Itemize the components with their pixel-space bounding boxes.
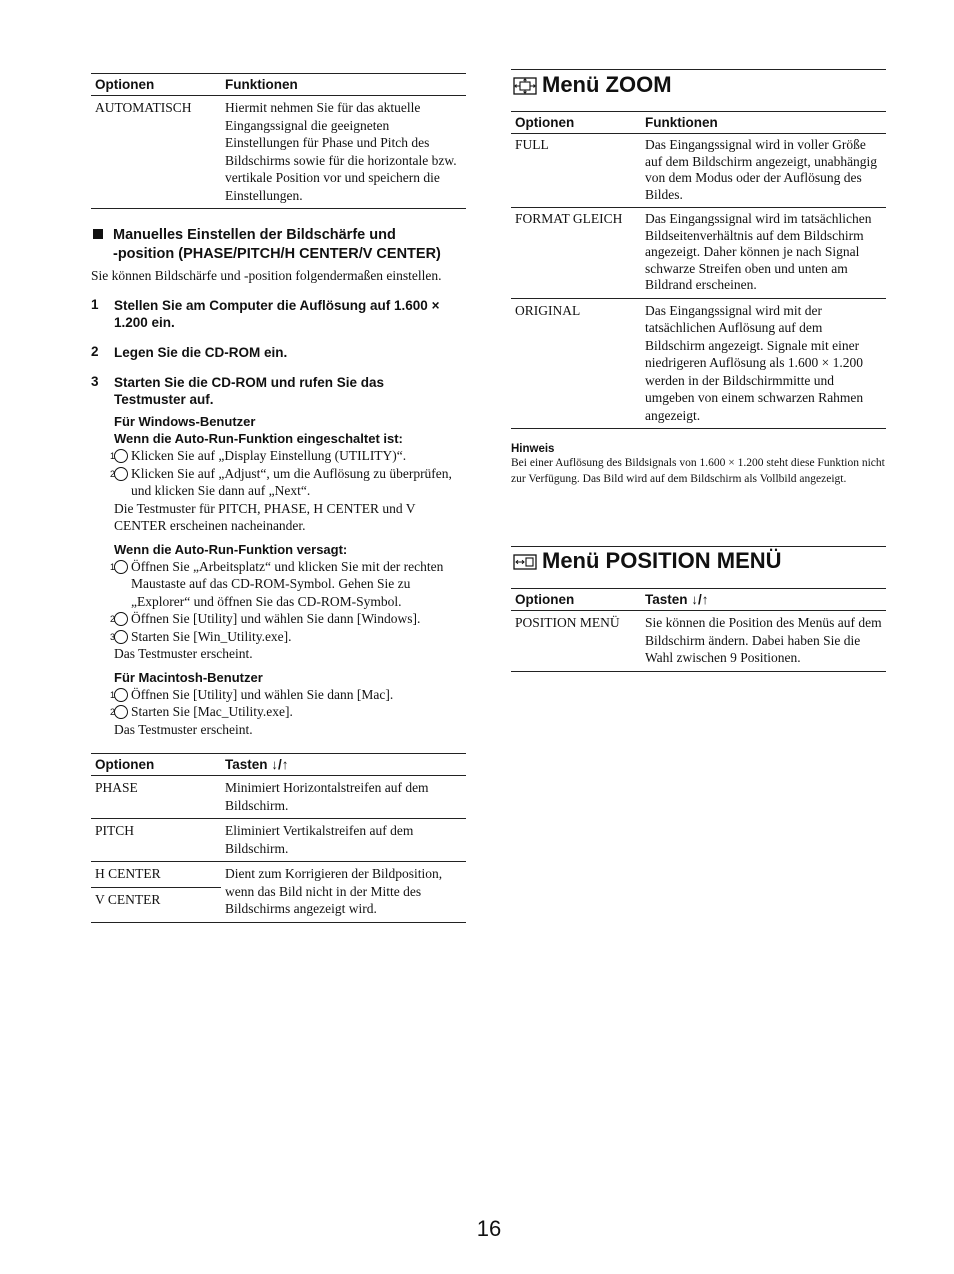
table-row	[91, 96, 466, 209]
divider	[511, 69, 886, 70]
col-header-keys: Tasten ↓/↑	[641, 589, 886, 611]
table-row: ORIGINAL Das Eingangssignal wird mit der tatsächlichen Auflösung auf dem Bildschirm angezeigt. Signale mit einer niedrigeren Auflösung als 1.600 × 1.200 werden in der Bildschirmmitte und umgeben von einem schwarzen Rahmen angezeigt.	[511, 298, 886, 429]
autorun-on-after: Die Testmuster für PITCH, PHASE, H CENTER und V CENTER erscheinen nacheinander.	[114, 500, 416, 533]
manual-heading-line1: Manuelles Einstellen der Bildschärfe und	[113, 227, 396, 243]
autorun-off-after: Das Testmuster erscheint.	[114, 646, 253, 661]
table-phase-pitch	[91, 753, 466, 923]
zoom-note	[511, 443, 886, 487]
step-text: Stellen Sie am Computer die Auflösung auf 1.600 × 1.200 ein.	[114, 298, 440, 330]
mac-after: Das Testmuster erscheint.	[114, 721, 253, 737]
list-item: 1 Öffnen Sie „Arbeitsplatz“ und klicken Sie mit der rechten Maustaste auf das CD-ROM-Symbol. Gehen Sie zu „Explorer“ und öffnen Sie das CD-ROM-Symbol.	[109, 558, 444, 609]
manual-heading-line2: -position (PHASE/PITCH/H CENTER/V CENTER)	[113, 246, 441, 262]
circled-number-icon: 1	[114, 449, 128, 463]
col-header-options: Optionen	[91, 754, 221, 776]
option-description: Hiermit nehmen Sie für das aktuelle Eingangssignal die geeigneten Einstellungen für Phase und Pitch des Bildschirms sowie für die horizontale bzw. vertikale Position vor und speichern die Einstellungen.	[221, 96, 466, 209]
step-number: 1	[91, 297, 99, 312]
step-number: 2	[91, 344, 99, 359]
page-number: 16	[476, 1216, 502, 1241]
col-header-options: Optionen	[91, 74, 221, 96]
col-header-functions: Funktionen	[641, 112, 886, 134]
table-zoom	[511, 111, 886, 429]
autorun-on-title: Wenn die Auto-Run-Funktion eingeschaltet ist:	[114, 431, 403, 446]
list-item: 1 Klicken Sie auf „Display Einstellung (UTILITY)“.	[109, 448, 407, 463]
center-description: Dient zum Korrigieren der Bildposition, wenn das Bild nicht in der Mitte des Bildschirms angezeigt wird.	[221, 862, 466, 923]
col-header-options: Optionen	[511, 589, 641, 611]
h-center-label: H CENTER	[91, 862, 221, 888]
table-row: POSITION MENÜ Sie können die Position des Menüs auf dem Bildschirm ändern. Dabei haben Sie die Wahl zwischen 9 Positionen.	[511, 611, 886, 672]
step-2	[91, 344, 471, 361]
divider	[511, 546, 886, 547]
windows-instructions	[109, 413, 469, 738]
col-header-functions: Funktionen	[221, 74, 466, 96]
mac-title: Für Macintosh-Benutzer	[114, 669, 263, 685]
note-title: Hinweis	[511, 443, 555, 455]
table-automatic	[91, 73, 466, 209]
table-position	[511, 588, 886, 672]
step-1	[91, 297, 471, 331]
zoom-heading: Menü ZOOM	[542, 72, 672, 97]
circled-number-icon: 2	[114, 705, 128, 719]
list-item: 2 Klicken Sie auf „Adjust“, um die Auflösung zu überprüfen, und klicken Sie dann auf „Next“.	[109, 465, 452, 498]
arrow-down-up-icon: ↓/↑	[691, 592, 709, 607]
list-item: 2 Öffnen Sie [Utility] und wählen Sie dann [Windows].	[109, 611, 421, 626]
manual-intro: Sie können Bildschärfe und -position folgendermaßen einstellen.	[91, 268, 442, 283]
arrow-down-up-icon: ↓/↑	[271, 757, 289, 772]
circled-number-icon: 2	[114, 612, 128, 626]
zoom-icon	[513, 77, 537, 95]
table-row: FORMAT GLEICH Das Eingangssignal wird im tatsächlichen Bildseitenverhältnis auf dem Bildschirm angezeigt. Daher können je nach Signal schwarze Streifen oben und unten am Bildrand erscheinen.	[511, 208, 886, 299]
table-row: FULL Das Eingangssignal wird in voller Größe auf dem Bildschirm angezeigt, unabhängig von dem Modus oder der Auflösung des Bildes.	[511, 134, 886, 208]
list-item: 3 Starten Sie [Win_Utility.exe].	[109, 628, 292, 644]
menu-position-icon	[513, 554, 537, 570]
col-header-keys: Tasten ↓/↑	[221, 754, 466, 776]
circled-number-icon: 2	[114, 467, 128, 481]
list-item: 1 Öffnen Sie [Utility] und wählen Sie dann [Mac].	[109, 686, 394, 702]
list-item: 2 Starten Sie [Mac_Utility.exe].	[109, 704, 293, 719]
position-heading: Menü POSITION MENÜ	[542, 548, 782, 573]
autorun-off-title: Wenn die Auto-Run-Funktion versagt:	[114, 541, 348, 557]
step-text: Legen Sie die CD-ROM ein.	[114, 345, 288, 360]
heading-bullet-icon	[93, 229, 103, 239]
table-row: PITCH Eliminiert Vertikalstreifen auf dem Bildschirm.	[91, 819, 466, 862]
option-name: AUTOMATISCH	[91, 96, 221, 209]
step-text: Starten Sie die CD-ROM und rufen Sie das Testmuster auf.	[114, 375, 385, 407]
step-number: 3	[91, 374, 99, 389]
position-title	[513, 548, 886, 574]
circled-number-icon: 1	[114, 560, 128, 574]
note-text: Bei einer Auflösung des Bildsignals von 1.600 × 1.200 steht diese Funktion nicht zur Verfügung. Das Bild wird auf dem Bildschirm als Vollbild angezeigt.	[511, 457, 885, 485]
circled-number-icon: 3	[114, 630, 128, 644]
manual-section-heading	[91, 226, 471, 264]
zoom-title	[513, 72, 886, 98]
table-row: PHASE Minimiert Horizontalstreifen auf dem Bildschirm.	[91, 776, 466, 819]
step-3	[91, 374, 431, 408]
table-row	[91, 862, 466, 923]
v-center-label: V CENTER	[95, 891, 161, 907]
col-header-options: Optionen	[511, 112, 641, 134]
windows-title: Für Windows-Benutzer	[114, 414, 256, 429]
circled-number-icon: 1	[114, 688, 128, 702]
